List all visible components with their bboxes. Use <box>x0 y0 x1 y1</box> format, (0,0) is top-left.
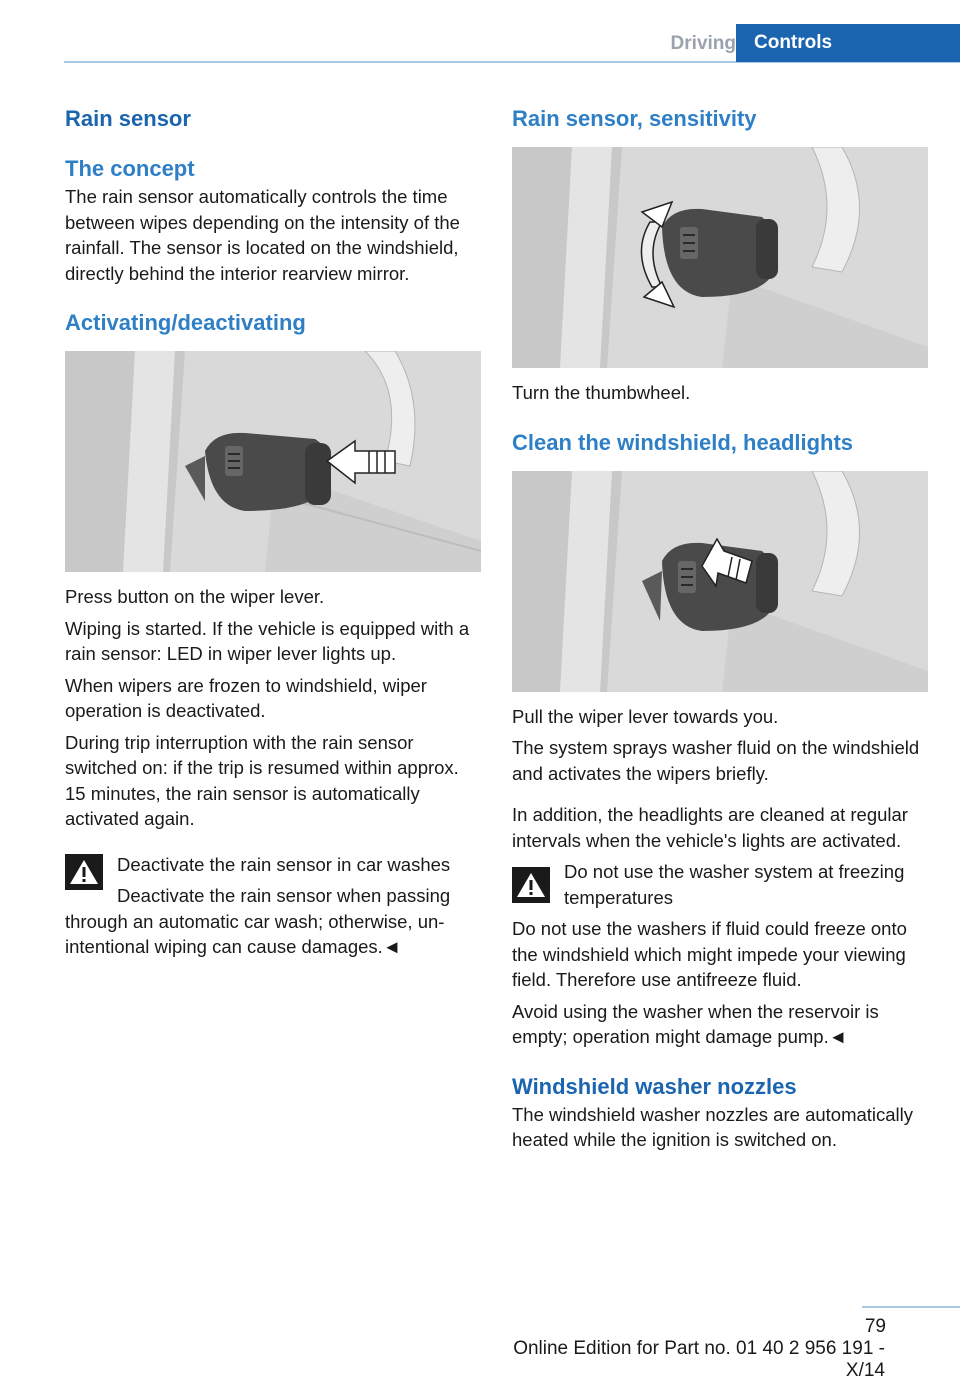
footer-rule <box>862 1306 960 1308</box>
wiper-lever-pull-illustration <box>512 471 928 692</box>
freezing-warning <box>512 859 928 910</box>
car-wash-warning-text: Deactivate the rain sensor when passing through an automatic car wash; otherwise, unintentional wiping can cause damages.◄ <box>65 885 451 957</box>
pull-lever-text: Pull the wiper lever towards you. <box>512 705 779 727</box>
page-number: 79 <box>864 1316 886 1337</box>
press-button-text: Press button on the wiper lever. <box>65 586 325 607</box>
sensitivity-heading: Rain sensor, sensitivity <box>512 106 757 131</box>
wiper-lever-push-illustration <box>65 351 481 572</box>
concept-heading: The concept <box>65 156 195 181</box>
edition-footer: Online Edition for Part no. 01 40 2 956 191 - X/14 <box>513 1338 885 1381</box>
freezing-warning-title: Do not use the washer system at freezing temperatures <box>564 861 905 908</box>
thumbwheel-caption: Turn the thumbwheel. <box>512 382 691 403</box>
headlights-cleaned-text: In addition, the headlights are cleaned at regular intervals when the vehicle's lights are activated. <box>512 804 908 851</box>
activating-heading: Activating/deactivating <box>65 310 306 335</box>
wiping-started-text: Wiping is started. If the vehicle is equipped with a rain sensor: LED in wiper lever lights up. <box>65 617 470 664</box>
freezing-warning-text: Do not use the washers if fluid could freeze onto the windshield which might impede your viewing field. Therefore use antifreeze fluid. <box>512 918 907 990</box>
nozzles-heading: Windshield washer nozzles <box>512 1073 797 1099</box>
trip-interruption-text: During trip interruption with the rain sensor switched on: if the trip is resumed within approx. 15 minutes, the rain sensor is automatically activated again. <box>65 731 459 829</box>
nozzles-text: The windshield washer nozzles are automatically heated while the ignition is switched on. <box>512 1103 914 1150</box>
right-column <box>512 100 928 1153</box>
rain-sensor-title: Rain sensor <box>65 106 191 131</box>
car-wash-warning-title: Deactivate the rain sensor in car washes <box>117 853 451 875</box>
reservoir-empty-text: Avoid using the washer when the reservoir is empty; operation might damage pump.◄ <box>512 1000 879 1047</box>
frozen-wipers-text: When wipers are frozen to windshield, wiper operation is deactivated. <box>65 674 427 721</box>
warning-icon <box>65 854 103 890</box>
washer-spray-text: The system sprays washer fluid on the windshield and activates the wipers briefly. <box>512 737 920 784</box>
left-column <box>65 100 481 960</box>
section-tab-driving[interactable]: Driving <box>670 33 736 54</box>
clean-heading: Clean the windshield, headlights <box>512 429 854 455</box>
section-tab-controls[interactable] <box>736 24 960 62</box>
section-tab-controls-label: Controls <box>754 32 833 53</box>
concept-text: The rain sensor automatically controls the time between wipes depending on the intensity of the rainfall. The sensor is located on the windshield, directly behind the interior rearview mirror. <box>65 186 460 284</box>
thumbwheel-illustration <box>512 147 928 368</box>
warning-icon <box>512 867 550 903</box>
car-wash-warning <box>65 852 481 878</box>
